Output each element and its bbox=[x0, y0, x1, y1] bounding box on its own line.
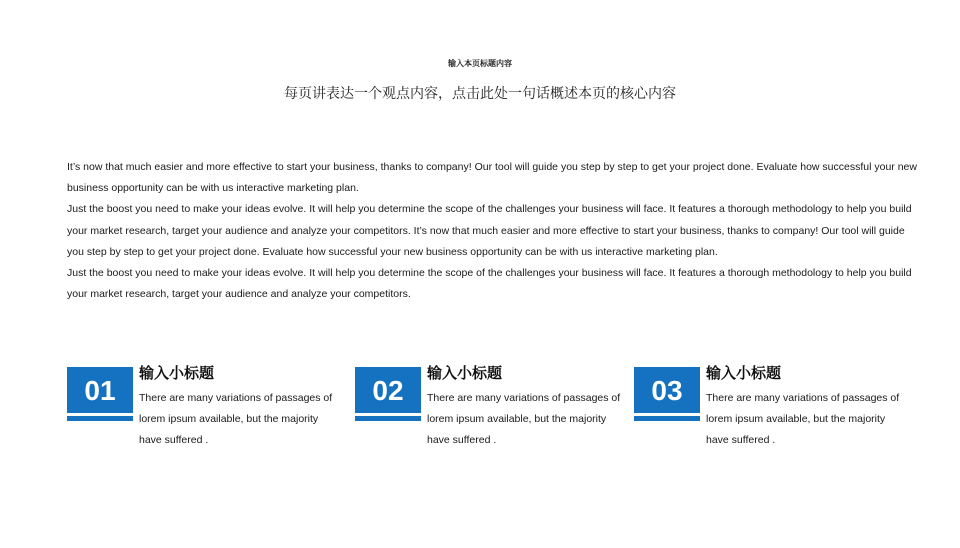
number-block bbox=[355, 367, 421, 421]
number-block bbox=[67, 367, 133, 421]
feature-description: There are many variations of passages of lorem ipsum available, but the majority have suffered . bbox=[706, 392, 900, 446]
number-block bbox=[634, 367, 700, 421]
feature-item-2 bbox=[355, 362, 625, 462]
body-text bbox=[67, 157, 917, 305]
paragraph: Just the boost you need to make your ideas evolve. It will help you determine the scope of the challenges your business will face. It features a thorough methodology to help you build your market research, target your audience and analyze your competitors. bbox=[67, 267, 912, 301]
feature-title: 输入小标题 bbox=[706, 365, 782, 382]
paragraph: It’s now that much easier and more effective to start your business, thanks to company! Our tool will guide you step by step to get your project done. Evaluate how successful your new business opportunity can be with us interactive marketing plan. bbox=[67, 161, 917, 195]
paragraph: Just the boost you need to make your ideas evolve. It will help you determine the scope of the challenges your business will face. It features a thorough methodology to help you build your market research, target your audience and analyze your competitors. It’s now that much easier and more effective to start your business, thanks to company! Our tool will guide you step by step to get your project done. Evaluate how successful your new business opportunity can be with us interactive marketing plan. bbox=[67, 203, 912, 258]
page-title: 输入本页标题内容 bbox=[448, 59, 512, 68]
number-badge: 03 bbox=[634, 367, 700, 413]
page-subtitle: 每页讲表达一个观点内容，点击此处一句话概述本页的核心内容 bbox=[284, 85, 676, 101]
feature-description: There are many variations of passages of lorem ipsum available, but the majority have suffered . bbox=[427, 392, 621, 446]
feature-item-1 bbox=[67, 362, 337, 462]
number-underline bbox=[634, 416, 700, 421]
number-badge: 02 bbox=[355, 367, 421, 413]
feature-title: 输入小标题 bbox=[139, 365, 215, 382]
feature-description: There are many variations of passages of lorem ipsum available, but the majority have suffered . bbox=[139, 392, 333, 446]
number-badge: 01 bbox=[67, 367, 133, 413]
number-underline bbox=[355, 416, 421, 421]
feature-title: 输入小标题 bbox=[427, 365, 503, 382]
number-underline bbox=[67, 416, 133, 421]
feature-item-3 bbox=[634, 362, 904, 462]
